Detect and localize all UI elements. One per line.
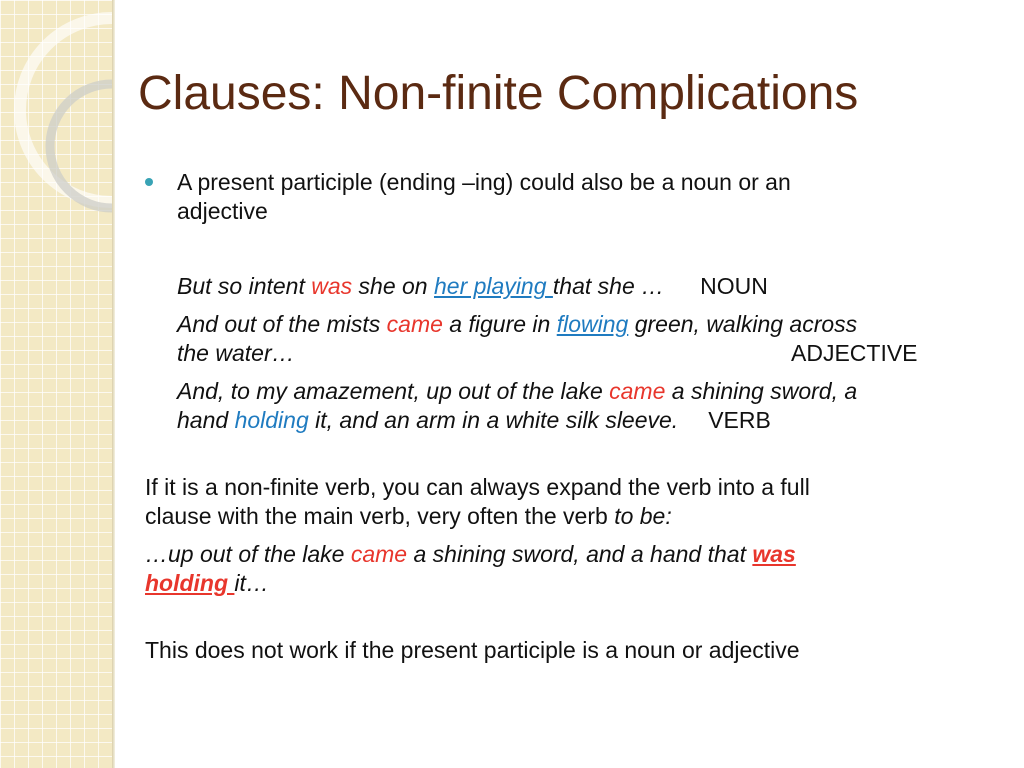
example-text: a figure in bbox=[442, 311, 557, 337]
expand-line-2: clause with the main verb, very often the verb bbox=[145, 503, 615, 529]
expanded-example bbox=[145, 540, 995, 598]
example-text: she on bbox=[352, 273, 434, 299]
participle-highlight: holding bbox=[234, 407, 309, 433]
example-text: And, to my amazement, up out of the lake bbox=[177, 378, 610, 404]
verb-highlight: came bbox=[386, 311, 443, 337]
participle-highlight: her playing bbox=[434, 273, 553, 299]
example-text: a shining sword, and a hand that bbox=[407, 541, 753, 567]
example-text: hand bbox=[177, 407, 235, 433]
to-be-phrase: to be: bbox=[614, 503, 672, 529]
label-noun: NOUN bbox=[700, 273, 768, 299]
holding-highlight: holding bbox=[145, 570, 235, 596]
slide-body bbox=[145, 168, 995, 665]
bullet-line-1: A present participle (ending –ing) could also be a noun or an bbox=[177, 169, 791, 195]
was-highlight: was bbox=[752, 541, 796, 567]
slide-title: Clauses: Non-finite Complications bbox=[138, 67, 859, 120]
label-adjective: ADJECTIVE bbox=[791, 340, 918, 366]
bullet-dot-icon bbox=[145, 178, 153, 186]
example-text: a shining sword, a bbox=[665, 378, 858, 404]
expand-line-1: If it is a non-finite verb, you can always expand the verb into a full bbox=[145, 474, 810, 500]
example-text: …up out of the lake bbox=[145, 541, 351, 567]
verb-highlight: came bbox=[609, 378, 666, 404]
participle-highlight: flowing bbox=[556, 311, 629, 337]
conclusion-text: This does not work if the present participle is a noun or adjective bbox=[145, 637, 800, 663]
example-adjective bbox=[145, 310, 995, 368]
bullet-line-2: adjective bbox=[177, 198, 268, 224]
expand-paragraph bbox=[145, 473, 995, 531]
verb-highlight: came bbox=[350, 541, 408, 567]
example-text: the water… bbox=[177, 340, 295, 366]
example-text: it… bbox=[234, 570, 269, 596]
example-text: it, and an arm in a white silk sleeve. bbox=[308, 407, 679, 433]
example-text: green, walking across bbox=[628, 311, 858, 337]
label-verb: VERB bbox=[708, 407, 771, 433]
example-text: But so intent bbox=[177, 273, 312, 299]
example-verb bbox=[145, 377, 995, 435]
example-text: that she … bbox=[552, 273, 665, 299]
example-text: And out of the mists bbox=[177, 311, 387, 337]
example-noun bbox=[145, 272, 995, 301]
verb-highlight: was bbox=[311, 273, 353, 299]
bullet-item bbox=[145, 168, 995, 226]
